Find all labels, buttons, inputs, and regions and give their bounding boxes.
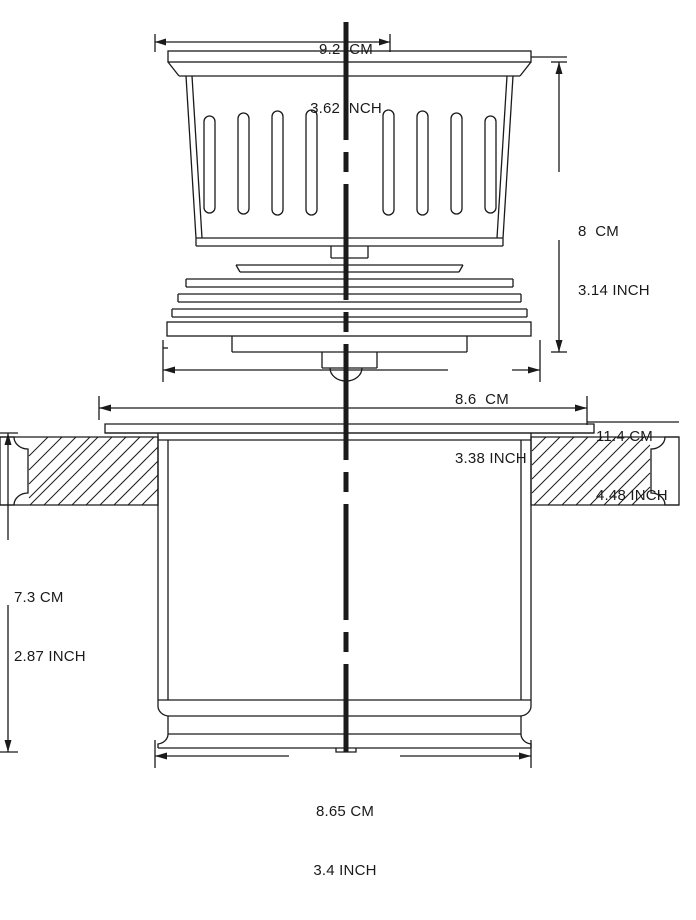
- label-assembly-height-imperial: 3.14 INCH: [578, 281, 650, 299]
- label-body-width: [225, 762, 465, 920]
- label-body-height-imperial: 2.87 INCH: [14, 647, 86, 665]
- label-stopper-width-imperial: 3.38 INCH: [455, 449, 527, 467]
- label-flange-width-metric: 11.4 CM: [596, 427, 653, 445]
- label-body-width-metric: 8.65 CM: [315, 802, 375, 820]
- label-top-basket-width-imperial: 3.62 INCH: [310, 99, 382, 117]
- label-body-height: [14, 548, 134, 706]
- label-flange-width-imperial: 4.48 INCH: [596, 486, 668, 504]
- label-stopper-width: [455, 350, 575, 508]
- label-stopper-width-metric: 8.6 CM: [455, 390, 509, 408]
- label-top-basket-width: [222, 0, 470, 158]
- label-body-height-metric: 7.3 CM: [14, 588, 64, 606]
- countertop-hatched: [0, 437, 679, 505]
- label-assembly-height-metric: 8 CM: [578, 222, 620, 240]
- dimension-assembly-height: [531, 57, 567, 352]
- label-flange-width: [596, 387, 696, 545]
- hatch-left: [29, 437, 158, 505]
- dimension-flange-width: [99, 396, 679, 425]
- label-assembly-height: [578, 182, 678, 340]
- label-body-width-imperial: 3.4 INCH: [313, 861, 377, 879]
- label-top-basket-width-metric: 9.2 CM: [319, 40, 373, 58]
